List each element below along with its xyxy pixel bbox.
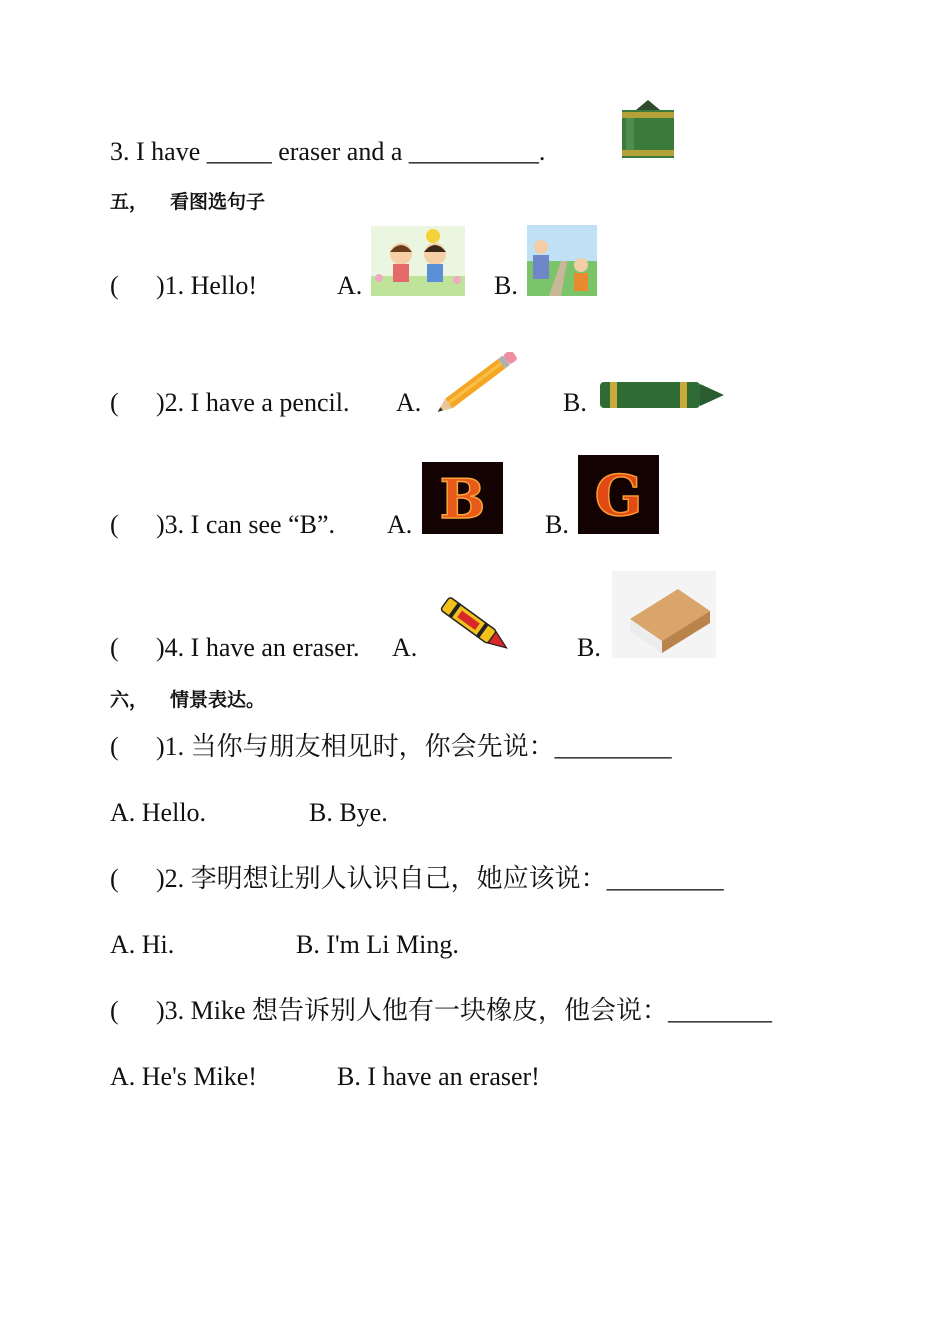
option-b-label: B. <box>577 633 601 662</box>
friends-parting-icon <box>527 225 597 296</box>
match-question-2: )2. I have a pencil. <box>156 388 350 417</box>
situation-question-3: )3. Mike 想告诉别人他有一块橡皮，他会说：________ <box>156 996 773 1025</box>
red-crayon-icon <box>434 592 516 658</box>
answer-paren: ( <box>110 388 119 417</box>
section-6-number: 六， <box>110 689 149 711</box>
option-a-label: A. <box>337 271 363 300</box>
situation-2-option-a: A. Hi. <box>110 930 175 959</box>
option-b-label: B. <box>545 510 569 539</box>
section-5-heading <box>110 190 287 214</box>
situation-2-option-b: B. I'm Li Ming. <box>296 930 459 959</box>
fill-blank-question-3: 3. I have _____ eraser and a __________. <box>110 137 546 166</box>
answer-paren: ( <box>110 633 119 662</box>
letter-g-icon <box>578 455 659 534</box>
green-crayon-icon <box>598 377 726 411</box>
letter-b-icon <box>422 462 503 534</box>
friends-greeting-icon <box>371 226 465 296</box>
option-a-label: A. <box>396 388 422 417</box>
crayon-cap-icon <box>616 98 680 162</box>
option-a-label: A. <box>387 510 413 539</box>
situation-3-option-a: A. He's Mike! <box>110 1062 257 1091</box>
situation-question-1: )1. 当你与朋友相见时，你会先说：_________ <box>156 732 672 761</box>
option-a-label: A. <box>392 633 418 662</box>
section-6-heading <box>110 688 287 712</box>
answer-paren: ( <box>110 271 119 300</box>
match-question-4: )4. I have an eraser. <box>156 633 360 662</box>
situation-1-option-b: B. Bye. <box>309 798 388 827</box>
answer-paren: ( <box>110 732 119 761</box>
option-b-label: B. <box>563 388 587 417</box>
situation-1-option-a: A. Hello. <box>110 798 207 827</box>
section-5-title: 看图选句子 <box>170 191 266 213</box>
eraser-icon <box>612 571 716 658</box>
answer-paren: ( <box>110 864 119 893</box>
section-6-title: 情景表达。 <box>170 689 266 711</box>
pencil-icon <box>426 352 526 414</box>
situation-3-option-b: B. I have an eraser! <box>337 1062 540 1091</box>
letter-g-text: G <box>594 463 643 529</box>
match-question-3: )3. I can see “B”. <box>156 510 336 539</box>
match-question-1: )1. Hello! <box>156 271 258 300</box>
option-b-label: B. <box>494 271 518 300</box>
answer-paren: ( <box>110 510 119 539</box>
section-5-number: 五， <box>110 191 149 213</box>
letter-b-text: B <box>439 467 486 531</box>
situation-question-2: )2. 李明想让别人认识自己，她应该说：_________ <box>156 864 724 893</box>
answer-paren: ( <box>110 996 119 1025</box>
